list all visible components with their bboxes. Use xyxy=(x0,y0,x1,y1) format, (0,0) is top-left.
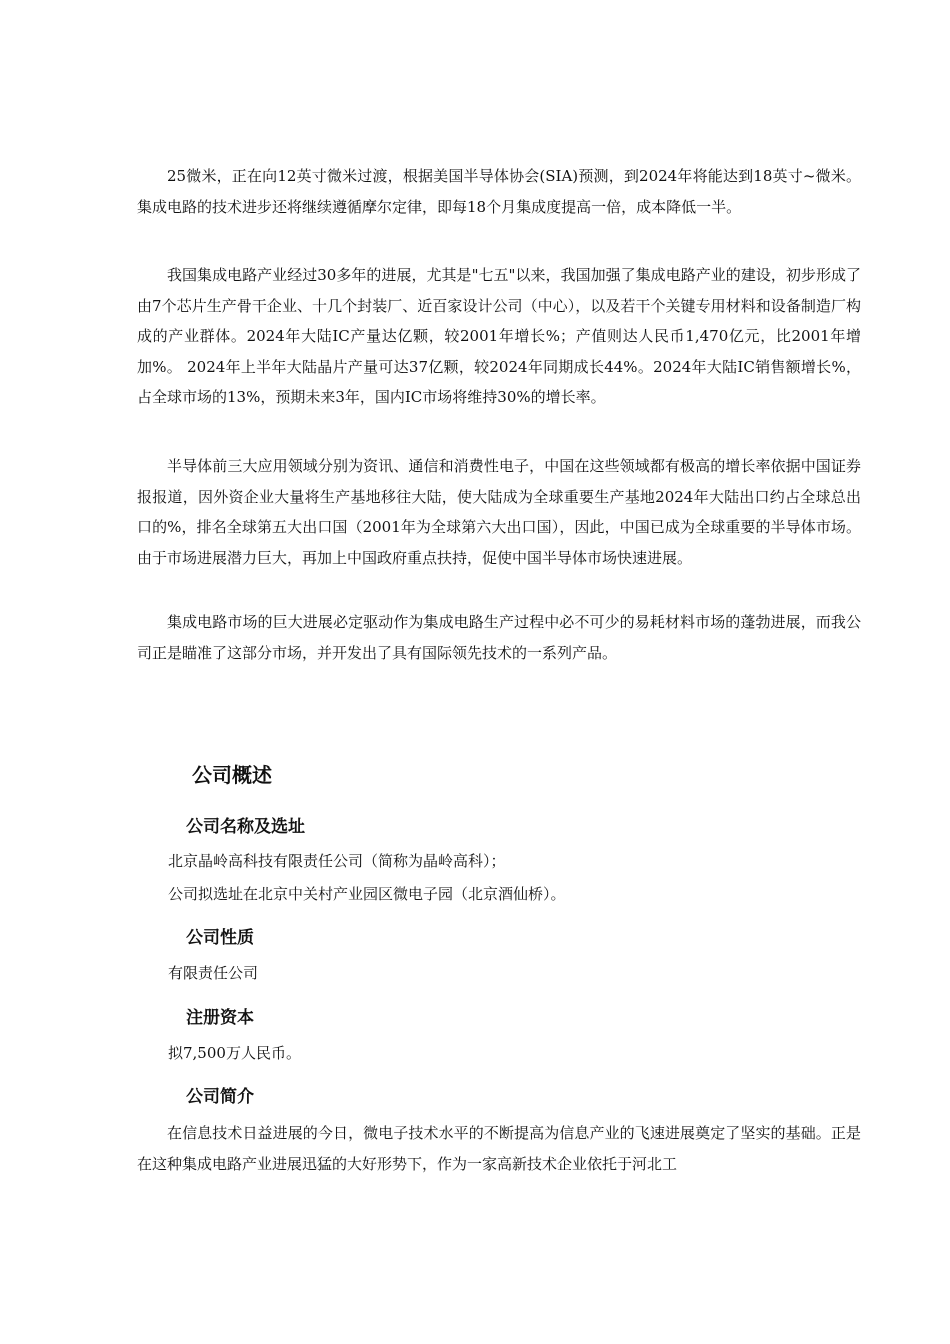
heading-company-profile: 公司简介 xyxy=(186,1087,254,1107)
company-nature-text: 有限责任公司 xyxy=(168,964,259,982)
company-name-text: 北京晶岭高科技有限责任公司（简称为晶岭高科）； xyxy=(168,852,506,870)
company-location-text: 公司拟选址在北京中关村产业园区微电子园（北京酒仙桥）。 xyxy=(168,885,566,903)
heading-company-name: 公司名称及选址 xyxy=(186,817,305,837)
paragraph-semiconductor-market: 半导体前三大应用领域分别为资讯、通信和消费性电子，中国在这些领域都有极高的增长率依据中国证券报报道，因外资企业大量将生产基地移往大陆，使大陆成为全球重要生产基地2024年大陆出口约占全球总出口的%，排名全球第五大出口国（2001年为全球第六大出口国），因此，中国已成为全球重要的半导体市场。由于市场进展潜力巨大，再加上中国政府重点扶持，促使中国半导体市场快速进展。 xyxy=(137,457,861,567)
heading-company-nature: 公司性质 xyxy=(186,928,254,948)
registered-capital-text: 拟7,500万人民币。 xyxy=(168,1044,301,1062)
paragraph-ic-industry: 我国集成电路产业经过30多年的进展，尤其是"七五"以来，我国加强了集成电路产业的建设，初步形成了由7个芯片生产骨干企业、十几个封装厂、近百家设计公司（中心），以及若干个关键专用材料和设备制造厂构成的产业群体。2024年大陆IC产量达亿颗，较2001年增长%；产值则达人民币1,470亿元，比2001年增加%。 2024年上半年大陆晶片产量可达37亿颗，较2024年同期成长44%。2024年大陆IC销售额增长%，占全球市场的13%，预期未来3年，国内IC市场将维持30%的增长率。 xyxy=(137,266,861,406)
company-profile-text: 在信息技术日益进展的今日，微电子技术水平的不断提高为信息产业的飞速进展奠定了坚实的基础。正是在这种集成电路产业进展迅猛的大好形势下，作为一家高新技术企业依托于河北工 xyxy=(137,1124,861,1173)
section-title-company-overview: 公司概述 xyxy=(192,763,272,787)
paragraph-company-target: 集成电路市场的巨大进展必定驱动作为集成电路生产过程中必不可少的易耗材料市场的蓬勃进展，而我公司正是瞄准了这部分市场，并开发出了具有国际领先技术的一系列产品。 xyxy=(137,613,861,662)
heading-registered-capital: 注册资本 xyxy=(186,1008,254,1028)
paragraph-ic-technology: 25微米，正在向12英寸微米过渡，根据美国半导体协会(SIA)预测，到2024年将能达到18英寸~微米。集成电路的技术进步还将继续遵循摩尔定律，即每18个月集成度提高一倍，成本降低一半。 xyxy=(137,167,861,216)
